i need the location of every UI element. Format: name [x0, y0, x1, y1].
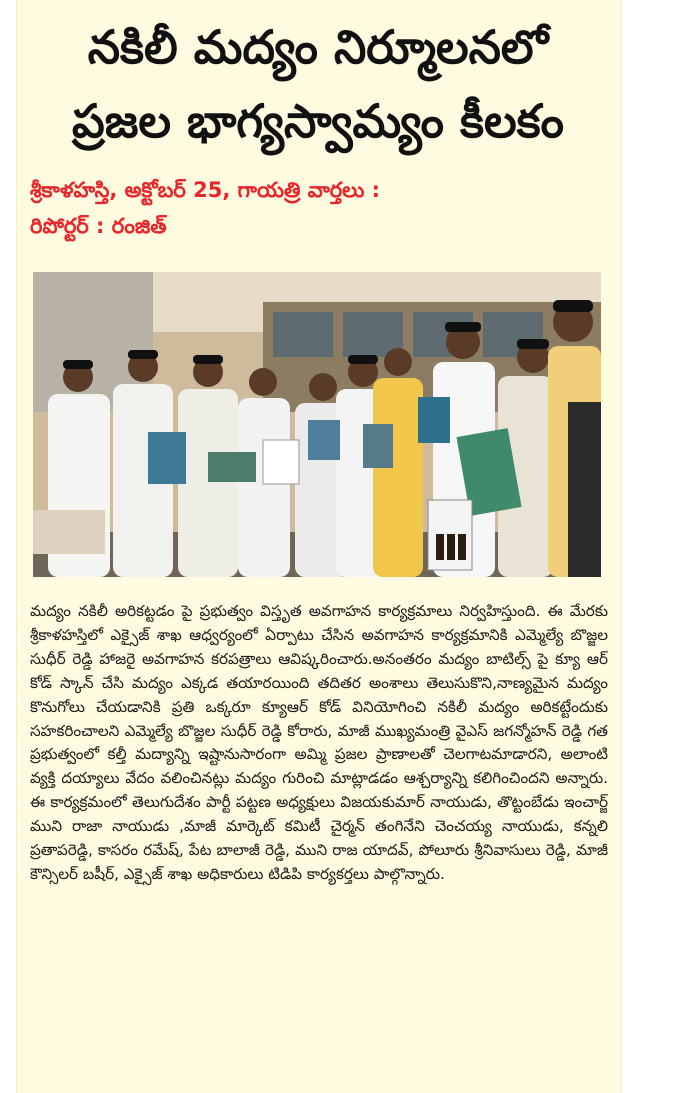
reporter-byline: రిపోర్టర్ : రంజిత్ [30, 214, 167, 238]
article-body: మద్యం నకిలీ అరికట్టడం పై ప్రభుత్వం విస్తృత అవగాహన కార్యక్రమాలు నిర్వహిస్తుంది. ఈ మేరకు శ్రీకాళహస్తిలో ఎక్సైజ్ శాఖ ఆధ్వర్యంలో ఏర్పాటు చేసిన అవగాహన కార్యక్రమానికి ఎమ్మెల్యే బొజ్జల సుధీర్ రెడ్డి హాజరై అవగాహన కరపత్రాలు ఆవిష్కరించారు.అనంతరం మద్యం బాటిల్స్ పై క్యూ ఆర్ కోడ్ స్కాన్ చేసి మద్యం ఎక్కడ తయారయింది తదితర అంశాలు తెలుసుకొని,నాణ్యమైన మద్యం కొనుగోలు చేయడానికి ప్రతి ఒక్కరూ క్యూఆర్ కోడ్ వినియోగించి నకిలీ మద్యం అరికట్టేందుకు సహకరించాలని ఎమ్మెల్యే బొజ్జల సుధీర్ రెడ్డి కోరారు, మాజీ ముఖ్యమంత్రి వైఎస్ జగన్మోహన్ రెడ్డి గత ప్రభుత్వంలో కల్తీ మద్యాన్ని ఇష్టానుసారంగా అమ్మి ప్రజల ప్రాణాలతో చెలగాటమాడారని, అలాంటి వ్యక్తి దయ్యాలు వేదం వలించినట్లు మద్యం గురించి మాట్లాడడం ఆశ్చర్యాన్ని కలిగించిందని అన్నారు. ఈ కార్యక్రమంలో తెలుగుదేశం పార్టీ పట్టణ అధ్యక్షులు విజయకుమార్ నాయుడు, తొట్టంబేడు ఇంచార్జ్ ముని రాజా నాయుడు ,మాజీ మార్కెట్ కమిటీ చైర్మన్ తంగినేని చెంచయ్య నాయుడు, కన్నలి ప్రతాపరెడ్డి, కాసరం రమేష్, పేట బాలాజీ రెడ్డి, ముని రాజ యాదవ్, పోలూరు శ్రీనివాసులు రెడ్డి, మాజీ కౌన్సిలర్ బషీర్, ఎక్సైజ్ శాఖ అధికారులు టిడిపి కార్యకర్తలు పాల్గొన్నారు. [30, 602, 608, 883]
photo-illustration [33, 272, 601, 577]
dateline: శ్రీకాళహస్తి, అక్టోబర్ 25, గాయత్రి వార్తలు : [30, 178, 381, 202]
headline-line-1: నకిలీ మద్యం నిర్మూలనలో [87, 20, 549, 74]
event-photo [33, 272, 601, 577]
headline-line-2: ప్రజల భాగ్యస్వామ్యం కీలకం [72, 94, 564, 148]
